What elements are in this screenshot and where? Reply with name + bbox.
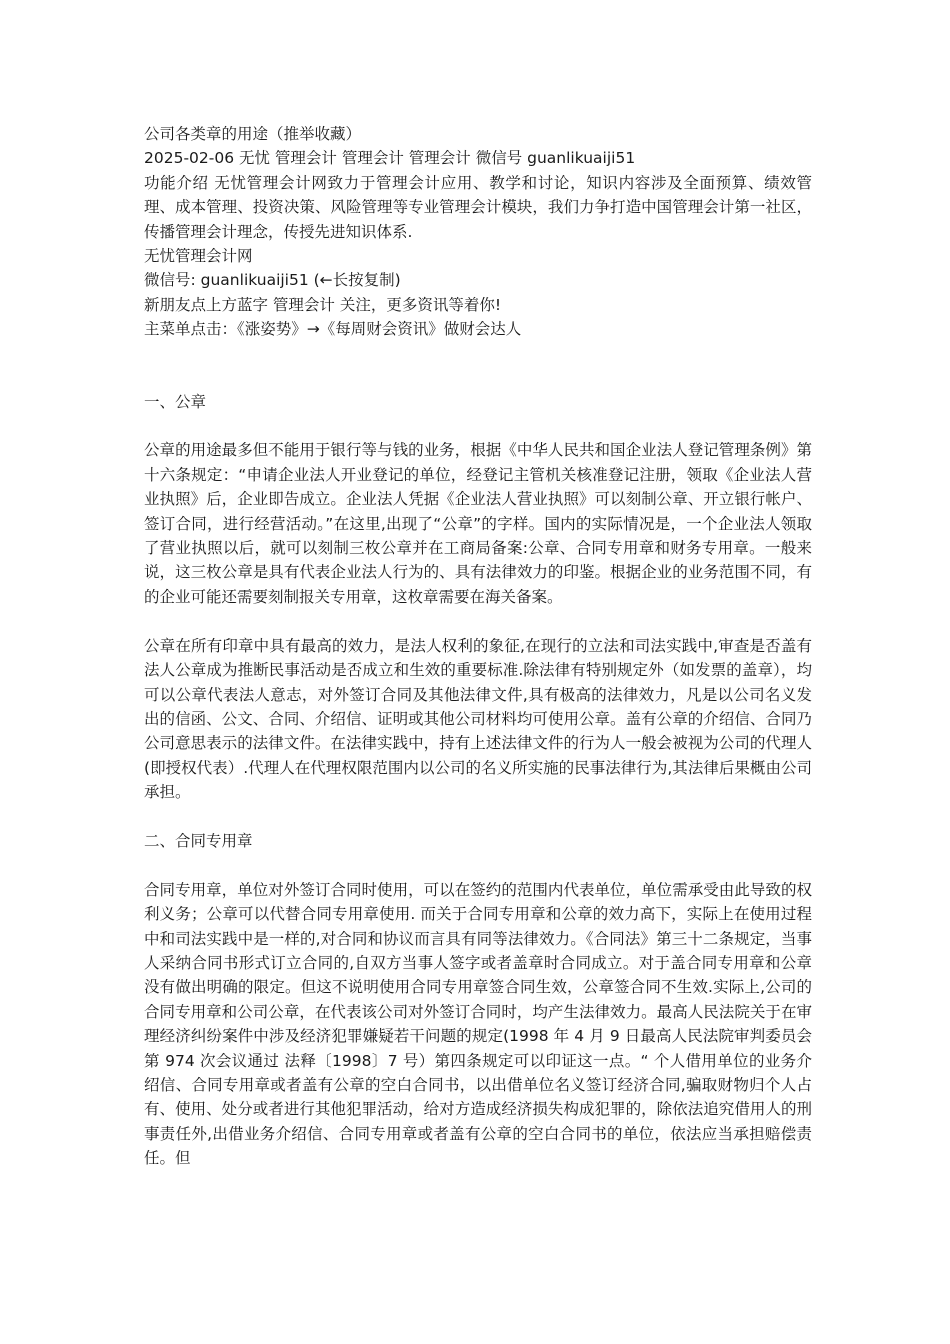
paragraph: 合同专用章，单位对外签订合同时使用，可以在签约的范围内代表单位，单位需承受由此导致的权利义务；公章可以代替合同专用章使用. 而关于合同专用章和公章的效力高下，实际上在使用过程中和司法实践中是一样的,对合同和协议而言具有同等法律效力。《合同法》第三十二条规定，当事人采纳合同书形式订立合同的,自双方当事人签字或者盖章时合同成立。对于盖合同专用章和公章没有做出明确的限定。但这不说明使用合同专用章签合同生效，公章签合同不生效.实际上,公司的合同专用章和公司公章，在代表该公司对外签订合同时，均产生法律效力。最高人民法院关于在审理经济纠纷案件中涉及经济犯罪嫌疑若干问题的规定(1998 年 4 月 9 日最高人民法院审判委员会第 974 次会议通过 法释〔1998〕7 号）第四条规定可以印证这一点。“ 个人借用单位的业务介绍信、合同专用章或者盖有公章的空白合同书，以出借单位名义签订经济合同,骗取财物归个人占有、使用、处分或者进行其他犯罪活动，给对方造成经济损失构成犯罪的，除依法追究借用人的刑事责任外,出借业务介绍信、合同专用章或者盖有公章的空白合同书的单位，依法应当承担赔偿责任。但 [144, 880, 812, 1168]
article-title: 公司各类章的用途（推举收藏） [144, 125, 362, 143]
paragraph: 公章在所有印章中具有最高的效力，是法人权利的象征,在现行的立法和司法实践中,审查是否盖有法人公章成为推断民事活动是否成立和生效的重要标准.除法律有特别规定外（如发票的盖章），均可以公章代表法人意志，对外签订合同及其他法律文件,具有极高的法律效力，凡是以公司名义发出的信函、公文、合同、介绍信、证明或其他公司材料均可使用公章。盖有公章的介绍信、合同乃公司意思表示的法律文件。在法律实践中，持有上述法律文件的行为人一般会被视为公司的代理人(即授权代表）.代理人在代理权限范围内以公司的名义所实施的民事法律行为,其法律后果概由公司承担。 [144, 636, 812, 802]
section-official-seal [144, 390, 812, 805]
menu-line: 主菜单点击：《涨姿势》→《每周财会资讯》做财会达人 [144, 320, 522, 339]
section-heading: 二、合同专用章 [144, 831, 253, 850]
paragraph: 公章的用途最多但不能用于银行等与钱的业务，根据《中华人民共和国企业法人登记管理条例》第十六条规定：“申请企业法人开业登记的单位，经登记主管机关核准登记注册，领取《企业法人营业执照》后，企业即告成立。企业法人凭据《企业法人营业执照》可以刻制公章、开立银行帐户、签订合同，进行经营活动。”在这里,出现了“公章”的字样。国内的实际情况是，一个企业法人领取了营业执照以后，就可以刻制三枚公章并在工商局备案:公章、合同专用章和财务专用章。一般来说，这三枚公章是具有代表企业法人行为的、具有法律效力的印鉴。根据企业的业务范围不同，有的企业可能还需要刻制报关专用章，这枚章需要在海关备案。 [144, 441, 812, 606]
section-contract-seal [144, 829, 812, 1171]
site-name: 无忧管理会计网 [144, 247, 253, 266]
section-heading: 一、公章 [144, 392, 207, 411]
document-page [144, 122, 812, 1171]
follow-line: 新朋友点上方蓝字 管理会计 关注，更多资讯等着你! [144, 295, 502, 314]
article-meta: 2025-02-06 无忧 管理会计 管理会计 管理会计 微信号 guanlikuaiji51 [144, 149, 636, 168]
article-intro: 功能介绍 无忧管理会计网致力于管理会计应用、教学和讨论，知识内容涉及全面预算、绩效管理、成本管理、投资决策、风险管理等专业管理会计模块，我们力争打造中国管理会计第一社区，传播管理会计理念，传授先进知识体系. [144, 173, 812, 241]
wechat-line: 微信号: guanlikuaiji51 (←长按复制) [144, 271, 401, 290]
article-header [144, 122, 812, 342]
